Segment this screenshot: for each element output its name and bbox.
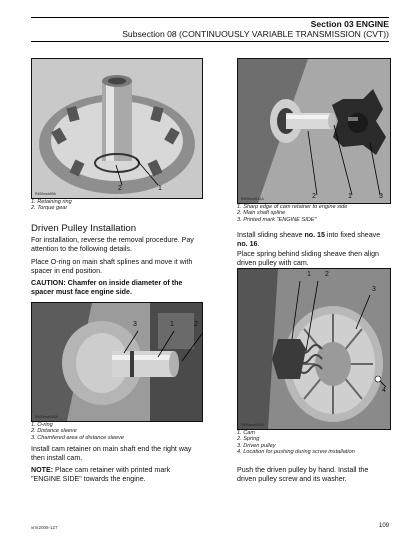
callout-1: 1 [158,185,162,192]
legend-item: 3. Printed mark "ENGINE SIDE" [237,216,317,223]
figure-retaining-ring-illustration [32,59,202,198]
section-heading: Driven Pulley Installation [31,223,137,234]
figure-distance-sleeve-illustration [32,303,202,421]
caution-text: Chamfer on inside diameter of the spacer must face engine side. [31,279,183,296]
text-run: . [257,239,260,248]
figure-cam-retainer-legend [237,204,347,223]
figure-code: R400motr163A [35,415,58,419]
callout-2: 2 [118,185,122,192]
paragraph [237,231,389,248]
figure-distance-sleeve-legend [31,422,124,441]
legend-item: 2. Distance sleeve [31,428,77,435]
note-text: Place cam retainer with printed mark "ENGINE SIDE" towards the engine. [31,466,171,483]
document-code: vmr2006-127 [31,525,58,530]
note-label: NOTE: [31,466,54,474]
figure-code: R400motr162A [241,423,264,427]
paragraph: Place spring behind sliding sheave then align driven pulley with cam. [237,250,379,267]
legend-item: 1. Cam [237,430,256,436]
callout-1: 1 [170,321,174,328]
figure-retaining-ring-legend [31,199,72,212]
figure-distance-sleeve [31,302,203,422]
paragraph: Push the driven pulley by hand. Install the driven pulley screw and its washer. [237,466,369,483]
legend-item: 1. Sharp edge of cam retainer to engine side [237,204,348,210]
legend-item: 2. Main shaft spline [237,210,286,217]
section-title: Section 03 ENGINE [310,19,389,29]
callout-3: 3 [372,286,376,293]
legend-item: 1. O-ring [31,422,53,428]
figure-code: R400motr161A [241,197,264,201]
note-paragraph [31,466,201,483]
text-run: Install sliding sheave [237,231,305,239]
callout-4: 4 [382,387,386,394]
part-number: no. 16 [237,239,258,248]
subsection-title: Subsection 08 (CONTINUOUSLY VARIABLE TRANSMISSION (CVT)) [122,29,389,39]
header-bottom-rule [31,41,389,42]
page-number: 109 [378,523,389,529]
caution-label: CAUTION: [31,279,66,287]
figure-driven-pulley-illustration [238,269,390,429]
callout-2: 2 [194,321,198,328]
paragraph: For installation, reverse the removal procedure. Pay attention to the following details. [31,236,194,253]
header-top-rule [31,17,389,18]
paragraph: Place O-ring on main shaft splines and move it with spacer in end position. [31,258,193,275]
callout-2: 2 [325,271,329,278]
legend-item: 1. Retaining ring [31,199,72,205]
figure-cam-retainer [237,58,391,204]
figure-driven-pulley [237,268,391,430]
callout-1: 1 [348,193,352,200]
figure-driven-pulley-legend [237,430,355,455]
legend-item: 3. Chamfered area of distance sleeve [31,434,124,441]
callout-3: 3 [133,321,137,328]
callout-2: 2 [312,193,316,200]
legend-item: 2. Spring [237,436,260,443]
legend-item: 2. Torque gear [31,205,68,212]
legend-item: 3. Driven pulley [237,442,276,449]
callout-3: 3 [379,193,383,200]
part-number: no. 15 [304,231,325,239]
figure-cam-retainer-illustration [238,59,390,203]
caution-paragraph [31,279,201,296]
paragraph: Install cam retainer on main shaft end the right way then install cam. [31,445,192,462]
legend-item: 4. Location for pushing during screw installation [237,448,355,455]
callout-1: 1 [307,271,311,278]
figure-code: R400motr59A [35,192,56,196]
text-run: into fixed sheave [324,231,381,239]
figure-retaining-ring [31,58,203,199]
